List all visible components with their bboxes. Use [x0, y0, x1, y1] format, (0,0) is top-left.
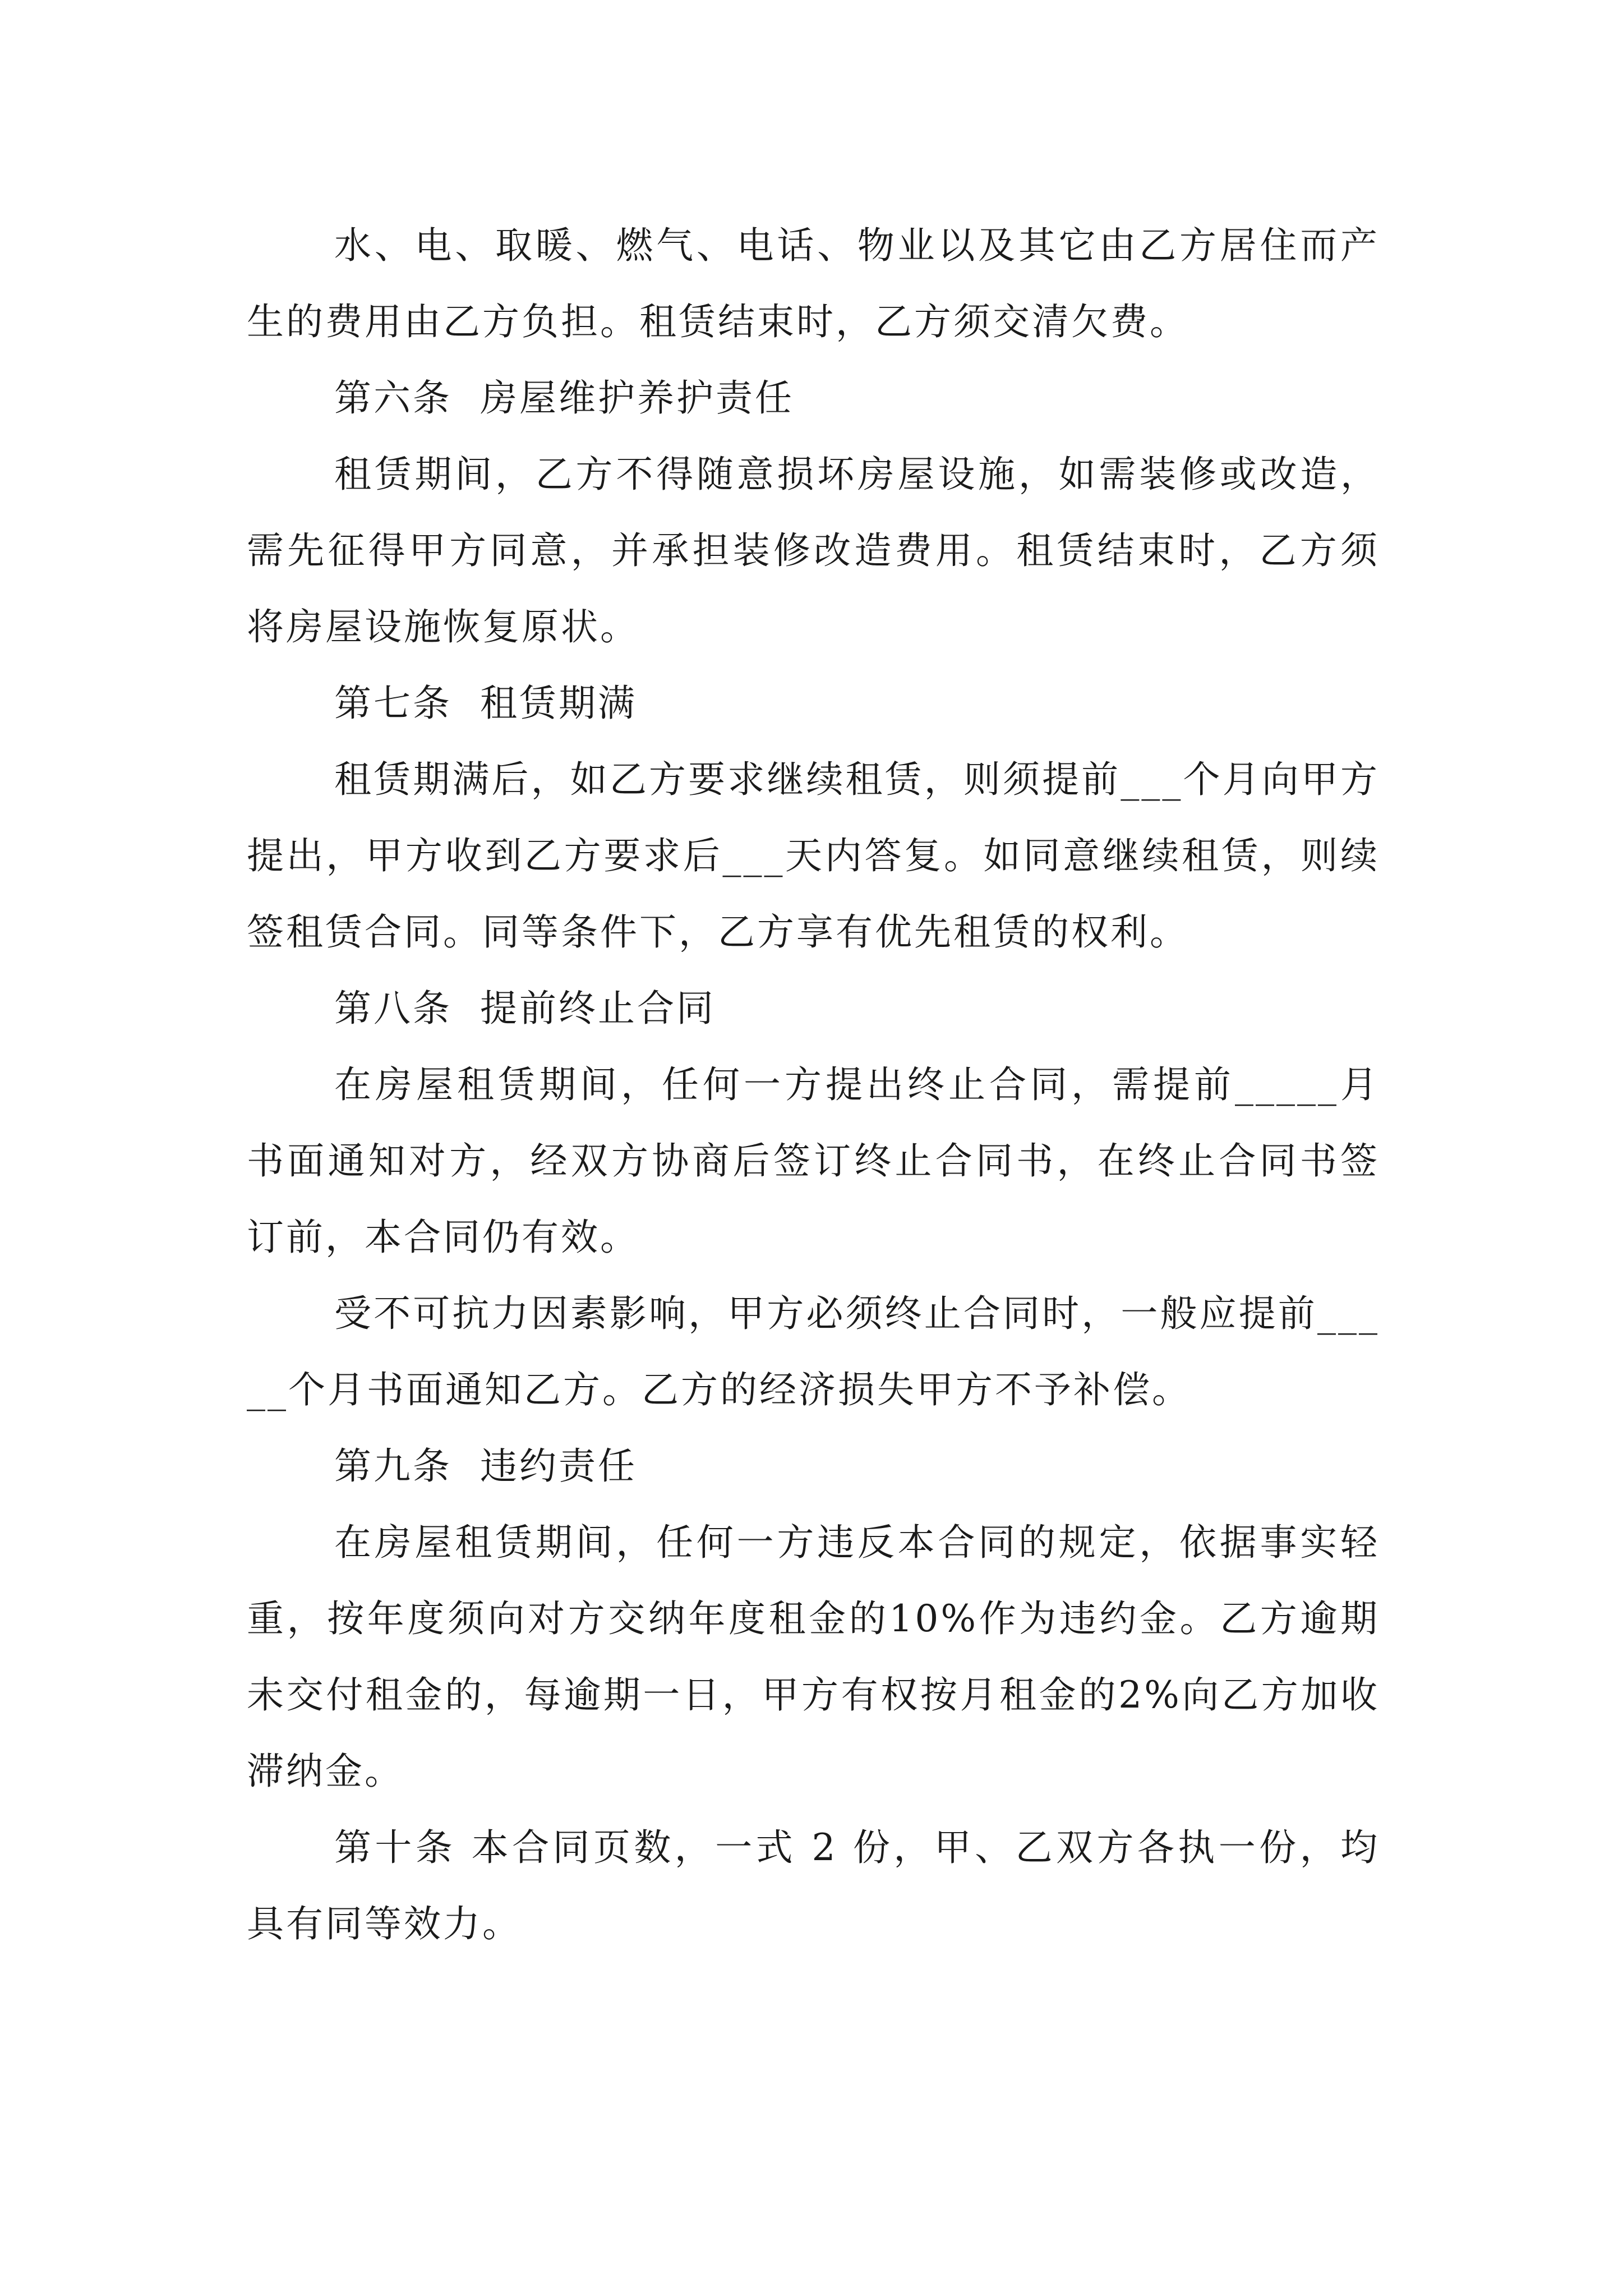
- paragraph-article-10: 第十条 本合同页数，一式 2 份，甲、乙双方各执一份，均具有同等效力。: [247, 1826, 1380, 1945]
- paragraph-fees: 水、电、取暖、燃气、电话、物业以及其它由乙方居住而产生的费用由乙方负担。租赁结束时，乙方须交清欠费。: [247, 224, 1380, 343]
- paragraph-maintenance: 租赁期间，乙方不得随意损坏房屋设施，如需装修或改造，需先征得甲方同意，并承担装修改造费用。租赁结束时，乙方须将房屋设施恢复原状。: [247, 453, 1380, 648]
- paragraph-lease-expiry: 租赁期满后，如乙方要求继续租赁，则须提前___个月向甲方提出，甲方收到乙方要求后___天内答复。如同意继续租赁，则续签租赁合同。同等条件下，乙方享有优先租赁的权利。: [247, 758, 1380, 954]
- document-body: [247, 208, 1380, 1962]
- paragraph-breach: 在房屋租赁期间，任何一方违反本合同的规定，依据事实轻重，按年度须向对方交纳年度租金的10%作为违约金。乙方逾期未交付租金的，每逾期一日，甲方有权按月租金的2%向乙方加收滞纳金。: [247, 1521, 1380, 1793]
- heading-article-9: 第九条 违约责任: [334, 1444, 637, 1488]
- paragraph-early-termination: 在房屋租赁期间，任何一方提出终止合同，需提前_____月书面通知对方，经双方协商后签订终止合同书，在终止合同书签订前，本合同仍有效。: [247, 1063, 1380, 1259]
- paragraph-force-majeure: 受不可抗力因素影响，甲方必须终止合同时，一般应提前_____个月书面通知乙方。乙方的经济损失甲方不予补偿。: [247, 1292, 1380, 1411]
- heading-article-7: 第七条 租赁期满: [334, 682, 637, 725]
- heading-article-6: 第六条 房屋维护养护责任: [334, 376, 794, 420]
- heading-article-8: 第八条 提前终止合同: [334, 987, 716, 1030]
